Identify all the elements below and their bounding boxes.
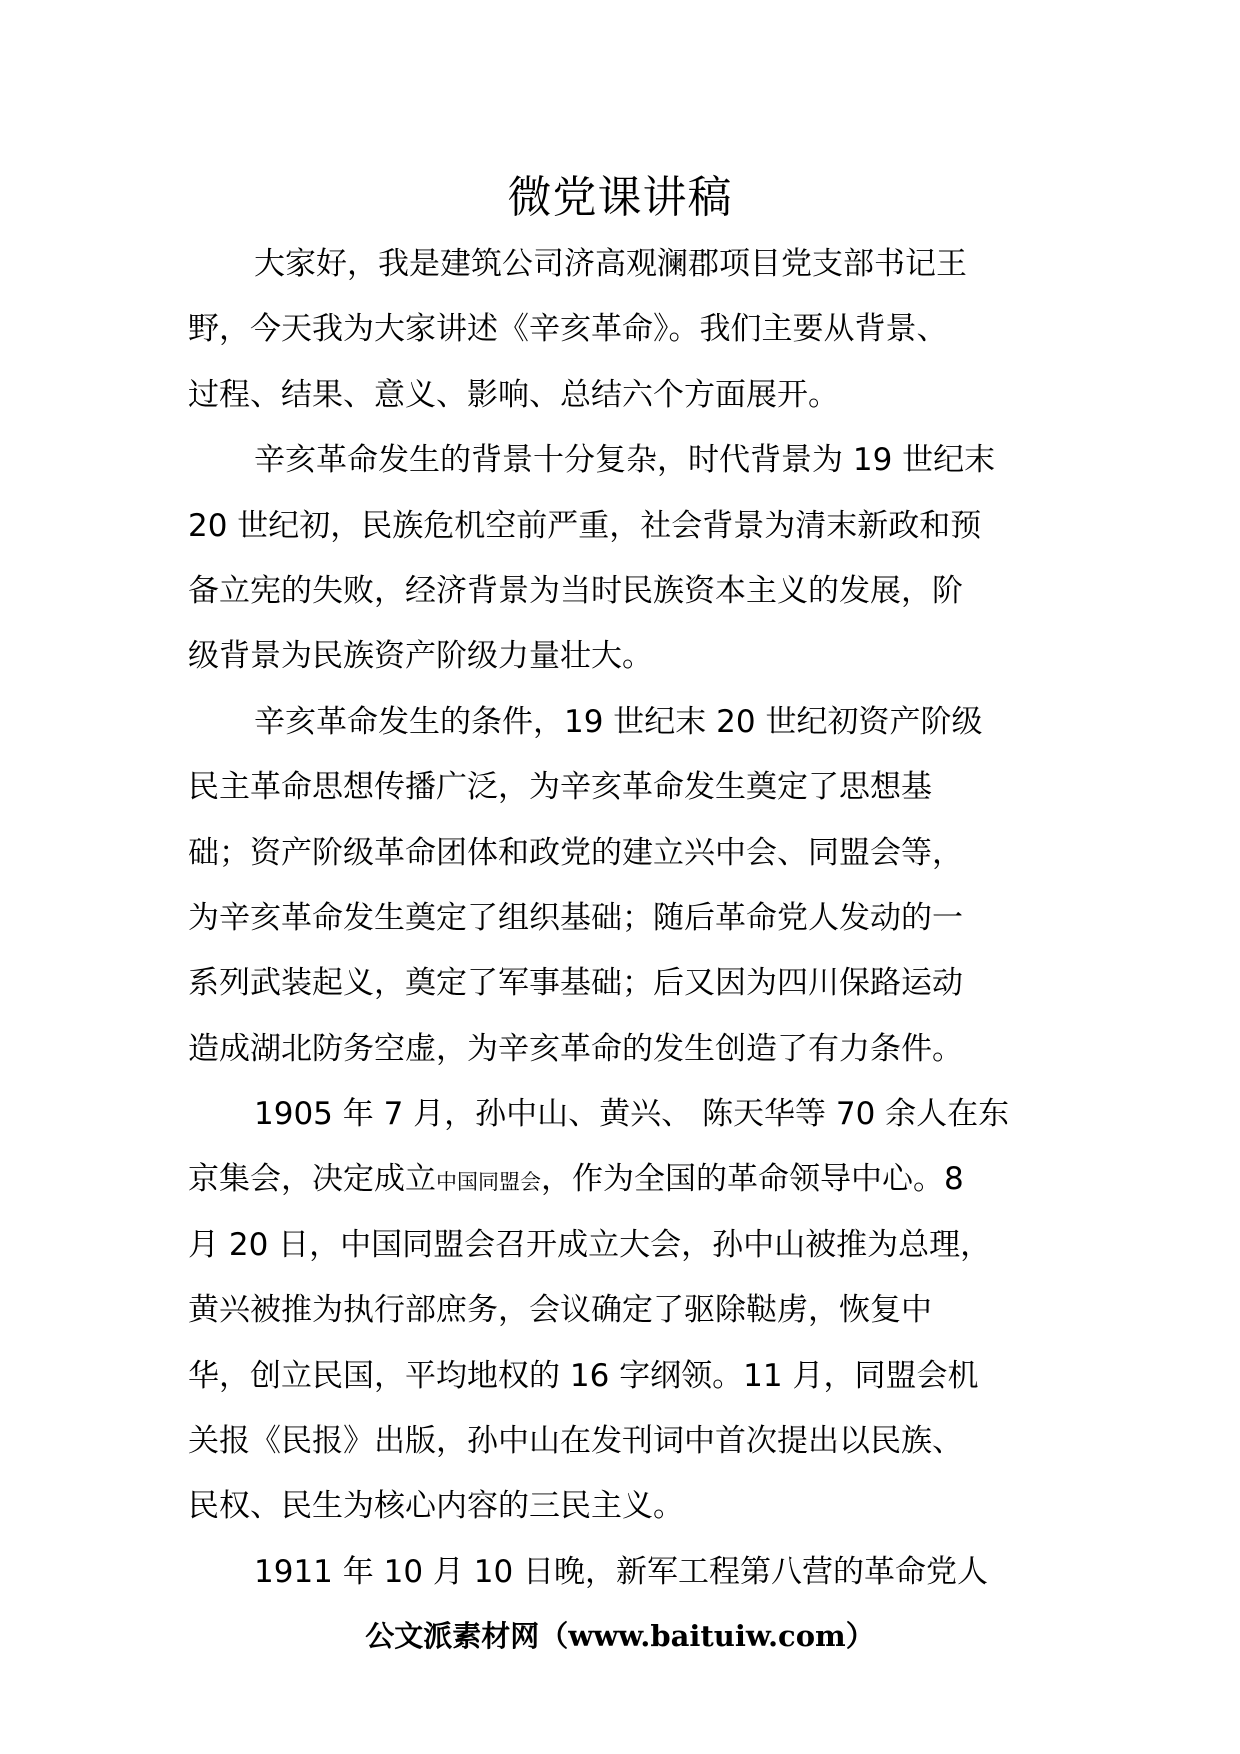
page-title: 微党课讲稿 bbox=[507, 172, 733, 223]
document-body bbox=[188, 232, 1068, 1605]
body-line: 黄兴被推为执行部庶务，会议确定了驱除鞑虏，恢复中 bbox=[188, 1292, 932, 1329]
body-line: 础；资产阶级革命团体和政党的建立兴中会、同盟会等， bbox=[188, 834, 963, 871]
footer-watermark-text: 公文派素材网（www.baituiw.com） bbox=[365, 1619, 875, 1653]
body-line: 造成湖北防务空虚，为辛亥革命的发生创造了有力条件。 bbox=[188, 1030, 963, 1067]
body-line: 辛亥革命发生的条件，19 世纪末 20 世纪初资产阶级 bbox=[254, 703, 983, 740]
body-line: 月 20 日，中国同盟会召开成立大会，孙中山被推为总理， bbox=[188, 1226, 992, 1263]
body-line: 1905 年 7 月，孙中山、黄兴、 陈天华等 70 余人在东 bbox=[254, 1096, 1010, 1133]
body-line: 1911 年 10 月 10 日晚，新军工程第八营的革命党人 bbox=[254, 1553, 989, 1590]
body-line: 系列武装起义，奠定了军事基础；后又因为四川保路运动 bbox=[188, 965, 963, 1002]
body-line: 20 世纪初，民族危机空前严重，社会背景为清末新政和预 bbox=[188, 507, 982, 544]
body-line-segment: ，作为全国的革命领导中心。8 bbox=[541, 1161, 964, 1198]
body-line-mixed bbox=[188, 1147, 1068, 1212]
body-line: 民主革命思想传播广泛，为辛亥革命发生奠定了思想基 bbox=[188, 769, 932, 806]
body-line-segment: 京集会，决定成立 bbox=[188, 1161, 436, 1198]
body-line-small-text: 中国同盟会 bbox=[436, 1170, 541, 1195]
body-line: 野，今天我为大家讲述《辛亥革命》。我们主要从背景、 bbox=[188, 311, 948, 348]
body-line: 过程、结果、意义、影响、总结六个方面展开。 bbox=[188, 376, 839, 413]
body-line: 辛亥革命发生的背景十分复杂，时代背景为 19 世纪末 bbox=[254, 442, 996, 479]
body-line: 民权、民生为核心内容的三民主义。 bbox=[188, 1488, 684, 1525]
body-line: 备立宪的失败，经济背景为当时民族资本主义的发展，阶 bbox=[188, 572, 963, 609]
body-line: 关报《民报》出版，孙中山在发刊词中首次提出以民族、 bbox=[188, 1423, 963, 1460]
body-line: 大家好，我是建筑公司济高观澜郡项目党支部书记王 bbox=[254, 246, 967, 282]
body-line: 级背景为民族资产阶级力量壮大。 bbox=[188, 638, 653, 675]
body-line: 为辛亥革命发生奠定了组织基础；随后革命党人发动的一 bbox=[188, 899, 963, 936]
body-line: 华，创立民国，平均地权的 16 字纲领。11 月，同盟会机 bbox=[188, 1357, 979, 1394]
